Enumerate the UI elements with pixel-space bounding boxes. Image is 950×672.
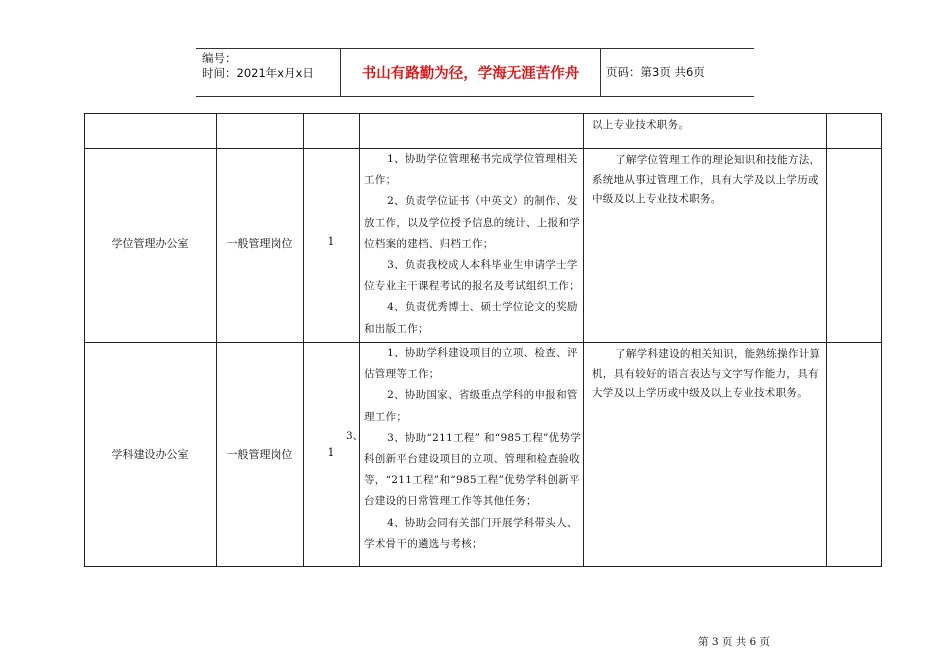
header-page-info: 页码：第3页 共6页	[606, 65, 705, 79]
table-cell-requirement: 以上专业技术职务。	[592, 119, 690, 131]
document-header	[196, 48, 754, 97]
table-rule	[84, 566, 882, 567]
time-label: 时间：2021年x月x日	[202, 66, 314, 80]
page-footer: 第 3 页 共 6 页	[698, 636, 771, 648]
duty-item: 1、协助学位管理秘书完成学位管理相关工作；	[364, 153, 578, 187]
table-rule	[216, 113, 217, 567]
table-cell-requirement: 了解学位管理工作的理论知识和技能方法，系统地从事过管理工作，具有大学及以上学历或中级及以上专业技术职务。	[592, 154, 821, 206]
table-rule	[84, 113, 85, 567]
table-cell-requirement: 了解学科建设的相关知识，能熟练操作计算机，具有较好的语言表达与文字写作能力，具有大学及以上学历或中级及以上专业技术职务。	[592, 348, 821, 400]
duty-item: 4、负责优秀博士、硕士学位论文的奖励和出版工作；	[364, 301, 578, 335]
header-bottom-border	[196, 96, 754, 97]
table-cell-count: 1	[327, 446, 335, 459]
header-motto: 书山有路勤为径，学海无涯苦作舟	[361, 66, 580, 82]
table-rule	[826, 113, 827, 567]
table-cell-count: 1	[327, 235, 335, 248]
table-rule	[84, 113, 882, 114]
table-rule	[303, 113, 304, 567]
position-table	[84, 113, 882, 567]
duty-item: 4、协助会同有关部门开展学科带头人、学术骨干的遴选与考核；	[364, 516, 578, 550]
table-cell-position: 一般管理岗位	[226, 237, 293, 250]
table-cell-duties	[364, 149, 582, 340]
duty-item: 2、协助国家、省级重点学科的申报和管理工作；	[364, 389, 578, 423]
duty-item: 2、负责学位证书（中英文）的制作、发放工作，以及学位授予信息的统计、上报和学位档案的建档、归档工作；	[364, 195, 580, 250]
number-label: 编号：	[202, 51, 237, 65]
table-cell-department: 学位管理办公室	[111, 237, 189, 250]
table-rule	[583, 113, 584, 567]
table-cell-duties	[364, 343, 582, 555]
stray-mark: 3、	[346, 430, 364, 442]
duty-item: 1、协助学科建设项目的立项、检查、评估管理等工作；	[364, 347, 578, 381]
duty-item: 3、协助“211工程” 和“985工程”优势学科创新平台建设项目的立项、管理和检查验收等，“211工程”和“985工程”优势学科创新平台建设的日常管理工作等其他任务；	[364, 431, 582, 508]
header-divider	[600, 48, 601, 97]
table-cell-department: 学科建设办公室	[111, 448, 189, 461]
table-rule	[881, 113, 882, 567]
duty-item: 3、负责我校成人本科毕业生申请学士学位专业主干课程考试的报名及考试组织工作；	[364, 259, 580, 293]
table-cell-position: 一般管理岗位	[226, 448, 293, 461]
header-top-border	[196, 48, 754, 49]
table-rule	[359, 113, 360, 567]
